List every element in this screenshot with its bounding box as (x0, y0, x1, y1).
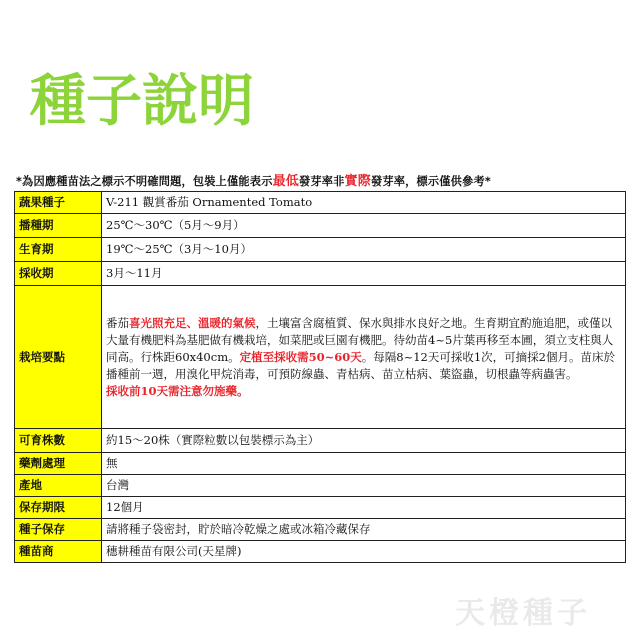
row-value-supplier: 穗耕種苗有限公司(天星牌) (102, 541, 626, 563)
row-value-harvest: 3月～11月 (102, 262, 626, 286)
row-label-plants: 可育株數 (15, 429, 102, 453)
care-text-3: 。每隔8~12天可採收1次，可摘採2個月。苗床於播種前一週，用溴化甲烷消毒，可預防線蟲、青枯病、苗立枯病、葉盜蟲，切根蟲等病蟲害。 (106, 349, 615, 381)
row-label-harvest: 採收期 (15, 262, 102, 286)
care-highlight-climate: 喜光照充足、溫暖的氣候 (129, 315, 256, 330)
seed-info-table (14, 191, 626, 563)
care-text-2: ，土壤富含腐植質、保水與排水良好之地。生育期宜酌施追肥，或僅以大量有機肥料為基肥做有機栽培，如菜肥或巨園有機肥。待幼苗4~5片葉再移至本圃，須立支柱與人同高。行株距60x40cm。 (106, 315, 614, 364)
row-label-shelf-life: 保存期限 (15, 497, 102, 519)
notice-prefix: *為因應種苗法之標示不明確問題，包裝上僅能表示 (16, 175, 273, 188)
row-label-origin: 產地 (15, 475, 102, 497)
care-text-1: 番茄 (106, 315, 129, 330)
row-value-origin: 台灣 (102, 475, 626, 497)
care-highlight-days: 定植至採收需50~60天 (239, 349, 362, 364)
table-row (15, 238, 626, 262)
page-title (22, 58, 322, 138)
table-row (15, 192, 626, 214)
row-label-sowing: 播種期 (15, 214, 102, 238)
row-value-plants: 約15～20株（實際粒數以包裝標示為主） (102, 429, 626, 453)
row-value-care (102, 286, 626, 429)
row-value-sowing: 25℃～30℃（5月～9月） (102, 214, 626, 238)
brand-watermark: 天橙種子 (455, 596, 591, 631)
notice-highlight-actual: 實際 (344, 174, 371, 189)
row-value-treatment: 無 (102, 453, 626, 475)
table-row (15, 453, 626, 475)
table-row (15, 214, 626, 238)
table-row (15, 497, 626, 519)
notice-highlight-lowest: 最低 (272, 174, 299, 189)
disclaimer-notice (16, 170, 624, 189)
row-value-growth: 19℃～25℃（3月～10月） (102, 238, 626, 262)
table-row (15, 286, 626, 429)
table-row (15, 262, 626, 286)
title-graphic (22, 58, 322, 138)
row-label-care: 栽培要點 (15, 286, 102, 429)
row-value-storage: 請將種子袋密封，貯於暗冷乾燥之處或冰箱冷藏保存 (102, 519, 626, 541)
table-row (15, 429, 626, 453)
row-label-seed: 蔬果種子 (15, 192, 102, 214)
row-label-treatment: 藥劑處理 (15, 453, 102, 475)
notice-mid: 發芽率非 (298, 175, 345, 188)
title-text: 種子說明 (30, 69, 254, 134)
table-row (15, 475, 626, 497)
table-row (15, 541, 626, 563)
care-warning: 採收前10天需注意勿施藥。 (106, 383, 249, 398)
row-label-growth: 生育期 (15, 238, 102, 262)
row-label-supplier: 種苗商 (15, 541, 102, 563)
row-label-storage: 種子保存 (15, 519, 102, 541)
row-value-seed: V-211 觀賞番茄 Ornamented Tomato (102, 192, 626, 214)
row-value-shelf-life: 12個月 (102, 497, 626, 519)
notice-suffix: 發芽率，標示僅供參考* (370, 175, 491, 188)
table-row (15, 519, 626, 541)
